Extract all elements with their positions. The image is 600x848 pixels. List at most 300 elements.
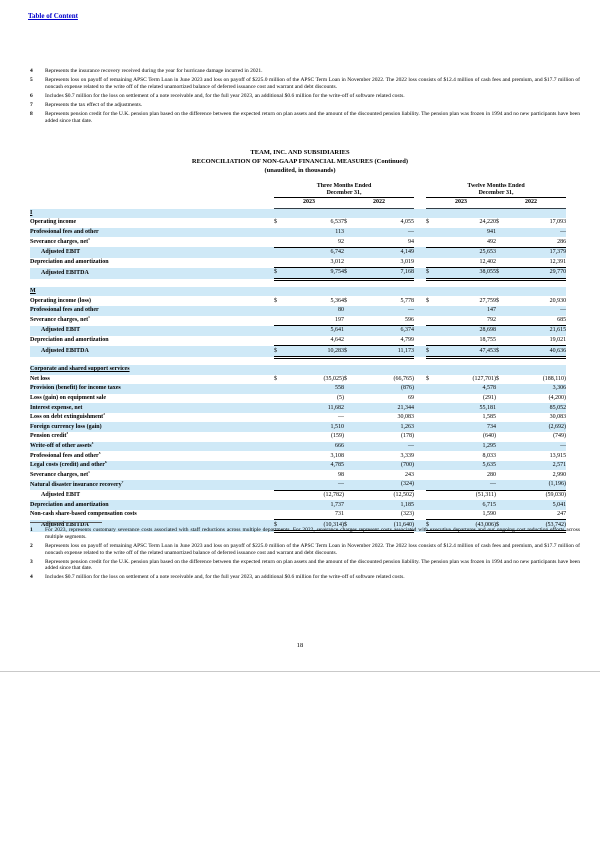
value-cell: 25,653 [479, 249, 497, 256]
table-row [30, 218, 566, 228]
dollar-sign-cell [344, 394, 357, 404]
value-cell: (749) [553, 433, 567, 440]
dollar-sign-cell [344, 306, 357, 316]
value-cell: 4,055 [400, 219, 415, 226]
dollar-sign-cell [496, 442, 509, 452]
value-cell: (323) [357, 510, 414, 520]
column-gap [414, 413, 426, 423]
value-cell: 55,181 [479, 404, 497, 411]
value-cell: 734 [487, 423, 497, 430]
row-label: Professional fees and other$^5$ [30, 451, 101, 459]
footnote-item [30, 574, 580, 581]
title-block [0, 148, 600, 175]
value-cell: (35,025) [323, 375, 344, 382]
dollar-sign-cell [344, 413, 357, 423]
row-label: Professional fees and other [30, 307, 99, 314]
footnote-divider [30, 522, 102, 523]
row-label: Provision (benefit) for income taxes [30, 385, 121, 392]
column-gap [414, 237, 426, 247]
column-gap [414, 375, 426, 385]
value-cell: 10,283 [287, 346, 344, 358]
table-row [30, 296, 566, 306]
value-cell: 94 [357, 237, 414, 247]
dollar-sign-cell: $ [274, 297, 277, 304]
value-cell: (1,196) [509, 480, 566, 490]
row-label: Adjusted EBIT [41, 249, 81, 256]
column-gap [414, 470, 426, 480]
row-label: Severance charges, net$^1$ [30, 315, 90, 324]
footnote-item [30, 543, 580, 557]
dollar-sign-cell [496, 316, 509, 326]
row-label: Foreign currency loss (gain) [30, 423, 102, 430]
value-cell: 5,641 [330, 327, 344, 334]
row-label: Interest expense, net [30, 404, 83, 411]
footnote-number: 1 [30, 527, 33, 533]
column-gap [414, 198, 426, 209]
value-cell: (291) [483, 394, 497, 401]
year-label: 2022 [344, 198, 414, 209]
column-gap [414, 480, 426, 490]
value-cell: — [408, 442, 415, 449]
value-cell: 197 [287, 316, 344, 326]
dollar-sign-cell [426, 247, 439, 257]
value-cell: (12,502) [393, 491, 415, 498]
row-label: Non-cash share-based compensation costs [30, 511, 137, 518]
dollar-sign-cell [426, 432, 439, 442]
dollar-sign-cell: $ [426, 375, 430, 382]
dollar-sign-cell [274, 237, 287, 247]
value-cell: (53,742) [509, 520, 566, 532]
dollar-sign-cell: $ [496, 268, 509, 280]
footnote-item [30, 102, 580, 109]
table-row [30, 442, 566, 452]
dollar-sign-cell [496, 394, 509, 404]
dollar-sign-cell [426, 403, 439, 413]
value-cell: — [408, 307, 415, 314]
dollar-sign-cell [496, 490, 509, 500]
section-header-row [30, 365, 566, 375]
column-gap [414, 316, 426, 326]
dollar-sign-cell [344, 403, 357, 413]
value-cell: 80 [338, 307, 344, 314]
value-cell: 8,033 [482, 452, 497, 459]
dollar-sign-cell: $ [344, 346, 357, 358]
value-cell: 17,379 [549, 249, 567, 256]
value-cell: 731 [287, 510, 344, 520]
row-label: Legal costs (credit) and other$^6$ [30, 460, 107, 469]
column-gap [414, 422, 426, 432]
dollar-sign-cell: $ [426, 268, 439, 280]
period-line1: Twelve Months Ended [467, 183, 525, 189]
value-cell: (59,030) [545, 491, 567, 498]
footnote-text: Represents pension credit for the U.K. pension plan based on the difference between the expected return on plan assets and the amount of the discounted pension liability. The pension plan was frozen in 1994 and no new participants have been added since that date. [45, 110, 580, 124]
table-row [30, 432, 566, 442]
column-gap [414, 432, 426, 442]
dollar-sign-cell: $ [344, 375, 347, 382]
dollar-sign-cell [344, 237, 357, 247]
value-cell: 30,083 [549, 414, 567, 421]
dollar-sign-cell [426, 326, 439, 336]
dollar-sign-cell [496, 500, 509, 510]
value-cell: — [560, 307, 567, 314]
table-row [30, 237, 566, 247]
footnote-marker: 1 [88, 315, 90, 320]
row-label: Adjusted EBITDA [41, 269, 89, 276]
dollar-sign-cell [496, 306, 509, 316]
value-cell: 17,093 [549, 219, 567, 226]
dollar-sign-cell [496, 461, 509, 471]
column-gap [414, 384, 426, 394]
footnote-item [30, 93, 580, 100]
value-cell: 1,585 [482, 414, 497, 421]
row-label: Loss on debt extinguishment$^2$ [30, 412, 105, 421]
row-label: Depreciation and amortization [30, 501, 109, 508]
value-cell: 1,590 [439, 510, 496, 520]
dollar-sign-cell [344, 316, 357, 326]
year-label: 2023 [426, 198, 496, 209]
table-row [30, 268, 566, 280]
table-row [30, 461, 566, 471]
value-cell: 29,770 [509, 268, 566, 280]
dollar-sign-cell [496, 336, 509, 346]
column-gap [414, 490, 426, 500]
value-cell: 30,083 [397, 414, 415, 421]
dollar-sign-cell [274, 258, 287, 268]
dollar-sign-cell [344, 247, 357, 257]
table-row [30, 480, 566, 490]
value-cell: 2,990 [552, 471, 567, 478]
dollar-sign-cell [426, 394, 439, 404]
value-cell: 69 [408, 394, 415, 401]
value-cell: 941 [487, 229, 497, 236]
footnote-marker: 7 [121, 480, 124, 484]
dollar-sign-cell [344, 336, 357, 346]
value-cell: (159) [331, 433, 344, 440]
value-cell: (4,200) [548, 394, 567, 401]
year-header-row [30, 198, 566, 209]
dollar-sign-cell: $ [426, 219, 430, 226]
dollar-sign-cell [344, 432, 357, 442]
footnote-marker: 1 [88, 470, 90, 474]
dollar-sign-cell [496, 510, 509, 520]
value-cell: 3,108 [330, 452, 344, 459]
dollar-sign-cell [496, 451, 509, 461]
value-cell: (876) [401, 385, 415, 392]
dollar-sign-cell [496, 403, 509, 413]
footnote-number: 8 [30, 110, 33, 117]
dollar-sign-cell: $ [344, 520, 357, 532]
value-cell: 243 [405, 471, 415, 478]
section-header: M [30, 288, 36, 295]
dollar-sign-cell: $ [344, 297, 347, 304]
column-gap [414, 461, 426, 471]
footnote-text: For 2023, represents customary severance costs associated with staff reductions across multiple departments. For 2022, severance charges represent costs associated with executive departures and our ongoing cost reduction efforts across multiple segments. [45, 527, 580, 540]
dollar-sign-cell [496, 480, 509, 490]
footnote-item [30, 527, 580, 541]
value-cell: 98 [338, 471, 344, 478]
section-spacer-row [30, 357, 566, 365]
dollar-sign-cell [274, 470, 287, 480]
dollar-sign-cell [496, 413, 509, 423]
value-cell: 1,263 [400, 423, 415, 430]
footnote-marker: 3 [66, 432, 69, 436]
dollar-sign-cell [426, 384, 439, 394]
dollar-sign-cell [426, 510, 439, 520]
value-cell: 24,220 [479, 219, 497, 226]
footnote-item [30, 68, 580, 75]
dollar-sign-cell [274, 384, 287, 394]
dollar-sign-cell [274, 403, 287, 413]
value-cell: 92 [287, 237, 344, 247]
dollar-sign-cell [426, 228, 439, 238]
value-cell: (51,311) [475, 491, 497, 498]
dollar-sign-cell: $ [426, 346, 439, 358]
column-gap [414, 228, 426, 238]
dollar-sign-cell: $ [496, 346, 509, 358]
column-gap [414, 183, 426, 198]
row-label: Net loss [30, 375, 50, 382]
dollar-sign-cell [496, 384, 509, 394]
footnote-text: Represents loss on payoff of remaining APSC Term Loan in June 2023 and loss on payoff of $225.0 million of the APSC Term Loan in November 2022. The 2022 loss consists of $12.4 million of cash fees and premium, and $17.7 million of noncash expense related to the write off of the related unamortized balance of deferred issuance cost and warrant and debt discounts. [45, 76, 580, 90]
dollar-sign-cell [496, 247, 509, 257]
period-line2: December 31, [326, 190, 362, 196]
column-gap [414, 451, 426, 461]
column-gap [414, 500, 426, 510]
dollar-sign-cell [496, 258, 509, 268]
value-cell: 5,364 [330, 297, 344, 304]
row-label: Adjusted EBITDA [41, 522, 89, 529]
column-gap [414, 442, 426, 452]
value-cell: 558 [335, 385, 344, 392]
value-cell: (5) [337, 394, 344, 401]
dollar-sign-cell: $ [274, 219, 277, 226]
footnote-text: Represents the insurance recovery received during the year for hurricane damage incurred in 2021. [45, 68, 263, 74]
dollar-sign-cell: $ [426, 520, 439, 532]
value-cell: 280 [487, 471, 497, 478]
footnote-number: 6 [30, 92, 33, 99]
column-gap [414, 326, 426, 336]
footnote-number: 7 [30, 101, 33, 108]
column-gap [414, 403, 426, 413]
value-cell: — [338, 414, 344, 421]
dollar-sign-cell [344, 442, 357, 452]
dollar-sign-cell [274, 480, 287, 490]
value-cell: 21,344 [397, 404, 415, 411]
row-label: Adjusted EBIT [41, 327, 81, 334]
value-cell: 28,698 [479, 327, 497, 334]
footnote-item [30, 559, 580, 573]
value-cell: (127,701) [472, 375, 497, 382]
table-header-row [30, 183, 566, 198]
table-row [30, 413, 566, 423]
value-cell: 685 [509, 316, 566, 326]
dollar-sign-cell: $ [496, 520, 509, 532]
row-label: Write-off of other assets$^4$ [30, 441, 94, 449]
value-cell: 666 [335, 442, 344, 449]
row-label: Adjusted EBITDA [41, 348, 89, 355]
footnote-text: Includes $0.7 million for the loss on settlement of a note receivable and, for the full year 2023, an additional $0.6 million for the write-off of software related costs. [45, 92, 405, 99]
row-label: Professional fees and other [30, 229, 99, 236]
dollar-sign-cell [344, 461, 357, 471]
table-row [30, 422, 566, 432]
row-label: Operating income (loss) [30, 297, 91, 304]
value-cell: 6,742 [330, 249, 344, 256]
section-header: I [30, 209, 33, 216]
dollar-sign-cell [274, 432, 287, 442]
value-cell: 21,615 [549, 327, 567, 334]
corner-cell [30, 198, 274, 209]
period-line2: December 31, [478, 190, 514, 196]
value-cell: 12,391 [509, 258, 566, 268]
value-cell: 2,571 [552, 462, 567, 469]
dollar-sign-cell [496, 228, 509, 238]
value-cell: 9,754 [287, 268, 344, 280]
table-row [30, 490, 566, 500]
table-row [30, 228, 566, 238]
value-cell: 4,799 [357, 336, 414, 346]
value-cell: (2,692) [548, 423, 567, 430]
dollar-sign-cell [426, 237, 439, 247]
table-row [30, 394, 566, 404]
dollar-sign-cell [426, 422, 439, 432]
row-label: Pension credit$^3$ [30, 432, 69, 440]
period-header [426, 183, 566, 198]
row-label: Severance charges, net$^1$ [30, 470, 90, 478]
column-gap [414, 346, 426, 358]
table-of-content-link[interactable]: Table of Content [28, 12, 78, 20]
report-title: RECONCILIATION OF NON-GAAP FINANCIAL MEASURES (Continued) [191, 158, 409, 165]
section-spacer-row [30, 279, 566, 287]
row-label: Loss (gain) on equipment sale [30, 394, 107, 401]
period-line1: Three Months Ended [316, 183, 372, 189]
row-label: Natural disaster insurance recovery$^7$ [30, 480, 124, 488]
dollar-sign-cell: $ [274, 520, 287, 532]
value-cell: 5,778 [400, 297, 415, 304]
section-header-row [30, 208, 566, 218]
section-header-row [30, 287, 566, 297]
dollar-sign-cell [274, 442, 287, 452]
corner-cell [30, 183, 274, 198]
dollar-sign-cell [274, 461, 287, 471]
dollar-sign-cell [274, 306, 287, 316]
value-cell: 1,295 [482, 442, 497, 449]
year-label: 2022 [496, 198, 566, 209]
dollar-sign-cell [344, 490, 357, 500]
dollar-sign-cell [344, 480, 357, 490]
dollar-sign-cell [426, 490, 439, 500]
page-number: 18 [296, 642, 304, 649]
value-cell: 20,930 [549, 297, 567, 304]
dollar-sign-cell [426, 451, 439, 461]
table-row [30, 384, 566, 394]
period-header [274, 183, 414, 198]
dollar-sign-cell: $ [496, 375, 500, 382]
dollar-sign-cell [274, 413, 287, 423]
value-cell: (178) [401, 433, 415, 440]
value-cell: — [408, 229, 415, 236]
dollar-sign-cell [344, 384, 357, 394]
dollar-sign-cell: $ [344, 268, 357, 280]
value-cell: (11,640) [357, 520, 414, 532]
table-row [30, 336, 566, 346]
footnote-number: 2 [30, 542, 33, 549]
dollar-sign-cell [344, 422, 357, 432]
value-cell: 18,755 [439, 336, 496, 346]
value-cell: (66,765) [393, 375, 415, 382]
dollar-sign-cell [496, 237, 509, 247]
dollar-sign-cell: $ [274, 268, 287, 280]
dollar-sign-cell [274, 490, 287, 500]
spacer-cell [30, 357, 566, 365]
row-label: Adjusted EBIT [41, 491, 81, 498]
dollar-sign-cell [426, 413, 439, 423]
dollar-sign-cell [426, 470, 439, 480]
value-cell: 492 [439, 237, 496, 247]
value-cell: 4,578 [482, 385, 497, 392]
dollar-sign-cell: $ [496, 219, 500, 226]
financial-table [30, 183, 566, 533]
column-gap [414, 218, 426, 228]
dollar-sign-cell [274, 326, 287, 336]
value-cell: 11,682 [327, 404, 344, 411]
footnote-item [30, 111, 580, 125]
footnote-marker: 2 [103, 412, 105, 417]
footnote-number: 3 [30, 558, 33, 565]
value-cell: 6,537 [330, 219, 344, 226]
value-cell: (640) [483, 433, 497, 440]
value-cell: 247 [509, 510, 566, 520]
dollar-sign-cell [274, 228, 287, 238]
dollar-sign-cell [344, 470, 357, 480]
dollar-sign-cell [426, 336, 439, 346]
value-cell: 5,635 [482, 462, 497, 469]
row-label: Severance charges, net$^1$ [30, 237, 90, 245]
value-cell: 6,374 [400, 327, 415, 334]
dollar-sign-cell [274, 451, 287, 461]
table-row [30, 346, 566, 358]
table-row [30, 510, 566, 520]
dollar-sign-cell [274, 500, 287, 510]
value-cell: 7,168 [357, 268, 414, 280]
row-label: Operating income [30, 219, 77, 226]
dollar-sign-cell [426, 316, 439, 326]
value-cell: — [560, 229, 567, 236]
value-cell: 13,915 [549, 452, 567, 459]
value-cell: 19,021 [509, 336, 566, 346]
table-row [30, 451, 566, 461]
footnote-text: Represents pension credit for the U.K. pension plan based on the difference between the expected return on plan assets and the amount of the discounted pension liability. The pension plan was frozen in 1994 and no new participants have been added since that date. [45, 558, 580, 572]
footnote-marker: 6 [104, 460, 107, 465]
table-row [30, 470, 566, 480]
column-gap [414, 258, 426, 268]
footnote-number: 5 [30, 76, 33, 83]
column-gap [414, 336, 426, 346]
value-cell: 6,715 [482, 501, 497, 508]
table-row [30, 316, 566, 326]
value-cell: — [560, 442, 567, 449]
column-gap [414, 510, 426, 520]
dollar-sign-cell [344, 500, 357, 510]
column-gap [414, 247, 426, 257]
spacer-cell [30, 279, 566, 287]
year-label: 2023 [274, 198, 344, 209]
value-cell: 1,510 [330, 423, 344, 430]
dollar-sign-cell: $ [496, 297, 500, 304]
footer-rule [0, 671, 600, 672]
value-cell: 113 [335, 229, 344, 236]
dollar-sign-cell [426, 442, 439, 452]
dollar-sign-cell [496, 422, 509, 432]
